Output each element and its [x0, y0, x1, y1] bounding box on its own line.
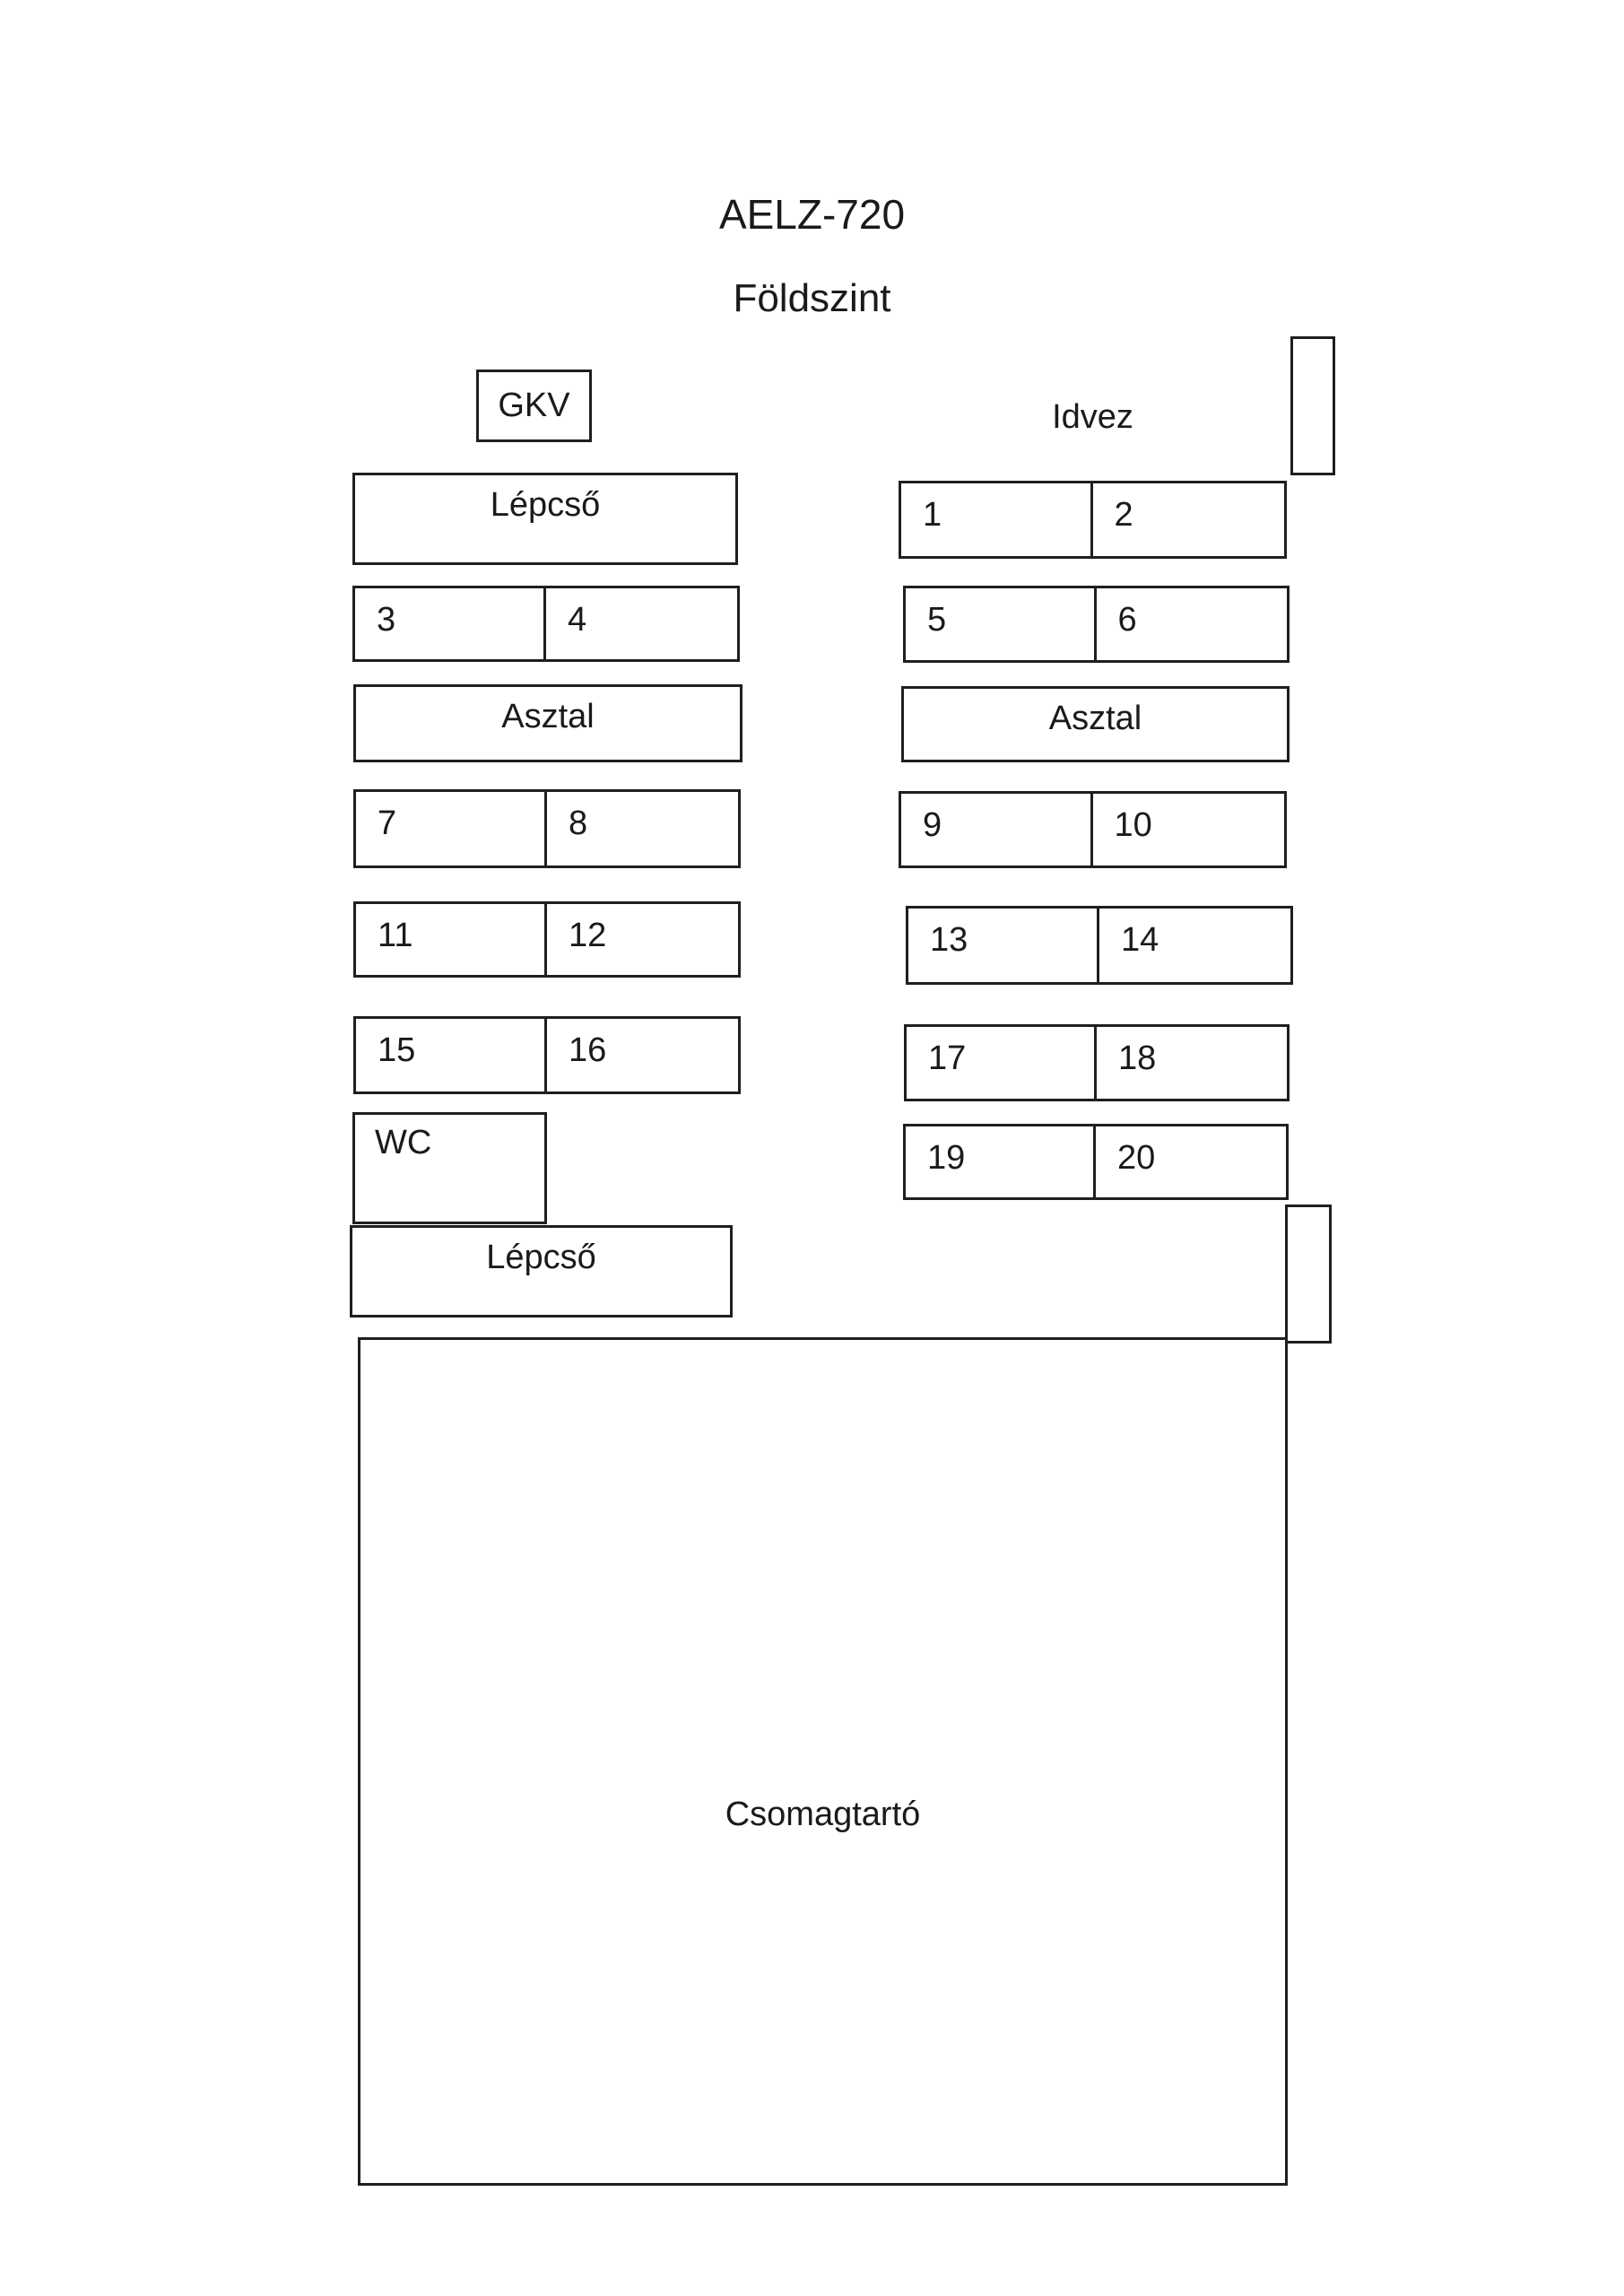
seat-5: 5 — [906, 588, 1097, 660]
luggage-compartment-box — [358, 1337, 1288, 2186]
seat-19: 19 — [906, 1126, 1096, 1197]
seat-9: 9 — [901, 794, 1093, 865]
seat-row-17-18 — [904, 1024, 1290, 1101]
wc-box: WC — [352, 1112, 547, 1224]
seat-10: 10 — [1114, 806, 1152, 844]
page-subtitle: Földszint — [733, 276, 891, 320]
seat-row-11-12 — [353, 901, 741, 978]
stairs-top-box: Lépcső — [352, 473, 738, 565]
seat-8: 8 — [569, 804, 588, 842]
gkv-label: GKV — [498, 387, 570, 424]
gkv-box — [476, 370, 592, 442]
idvez-label: Idvez — [1052, 398, 1133, 436]
page-title: AELZ-720 — [718, 191, 906, 238]
seat-18: 18 — [1118, 1039, 1157, 1077]
door-bottom-right — [1285, 1205, 1332, 1344]
seat-1: 1 — [901, 483, 1093, 556]
seat-14: 14 — [1121, 921, 1159, 959]
seat-11: 11 — [356, 904, 547, 975]
stairs-bottom-box: Lépcső — [350, 1225, 733, 1318]
seat-6: 6 — [1117, 601, 1137, 639]
seat-13: 13 — [908, 909, 1099, 982]
seat-16: 16 — [569, 1031, 607, 1069]
seat-row-7-8 — [353, 789, 741, 868]
seat-15: 15 — [356, 1019, 547, 1091]
seat-row-19-20 — [903, 1124, 1289, 1200]
seat-row-1-2 — [899, 481, 1287, 559]
table-right-box: Asztal — [901, 686, 1290, 762]
seat-20: 20 — [1117, 1139, 1156, 1177]
seat-12: 12 — [569, 917, 607, 954]
table-left-box: Asztal — [353, 684, 743, 762]
seat-4: 4 — [568, 601, 587, 639]
seat-row-13-14 — [906, 906, 1293, 985]
seat-row-9-10 — [899, 791, 1287, 868]
seat-7: 7 — [356, 792, 547, 865]
seat-17: 17 — [907, 1027, 1097, 1099]
seat-row-3-4 — [352, 586, 740, 662]
luggage-label: Csomagtartó — [725, 1796, 921, 1833]
seat-3: 3 — [355, 588, 546, 659]
seat-row-15-16 — [353, 1016, 741, 1094]
door-top-right — [1290, 336, 1335, 475]
seat-2: 2 — [1114, 496, 1133, 534]
seat-row-5-6 — [903, 586, 1290, 663]
